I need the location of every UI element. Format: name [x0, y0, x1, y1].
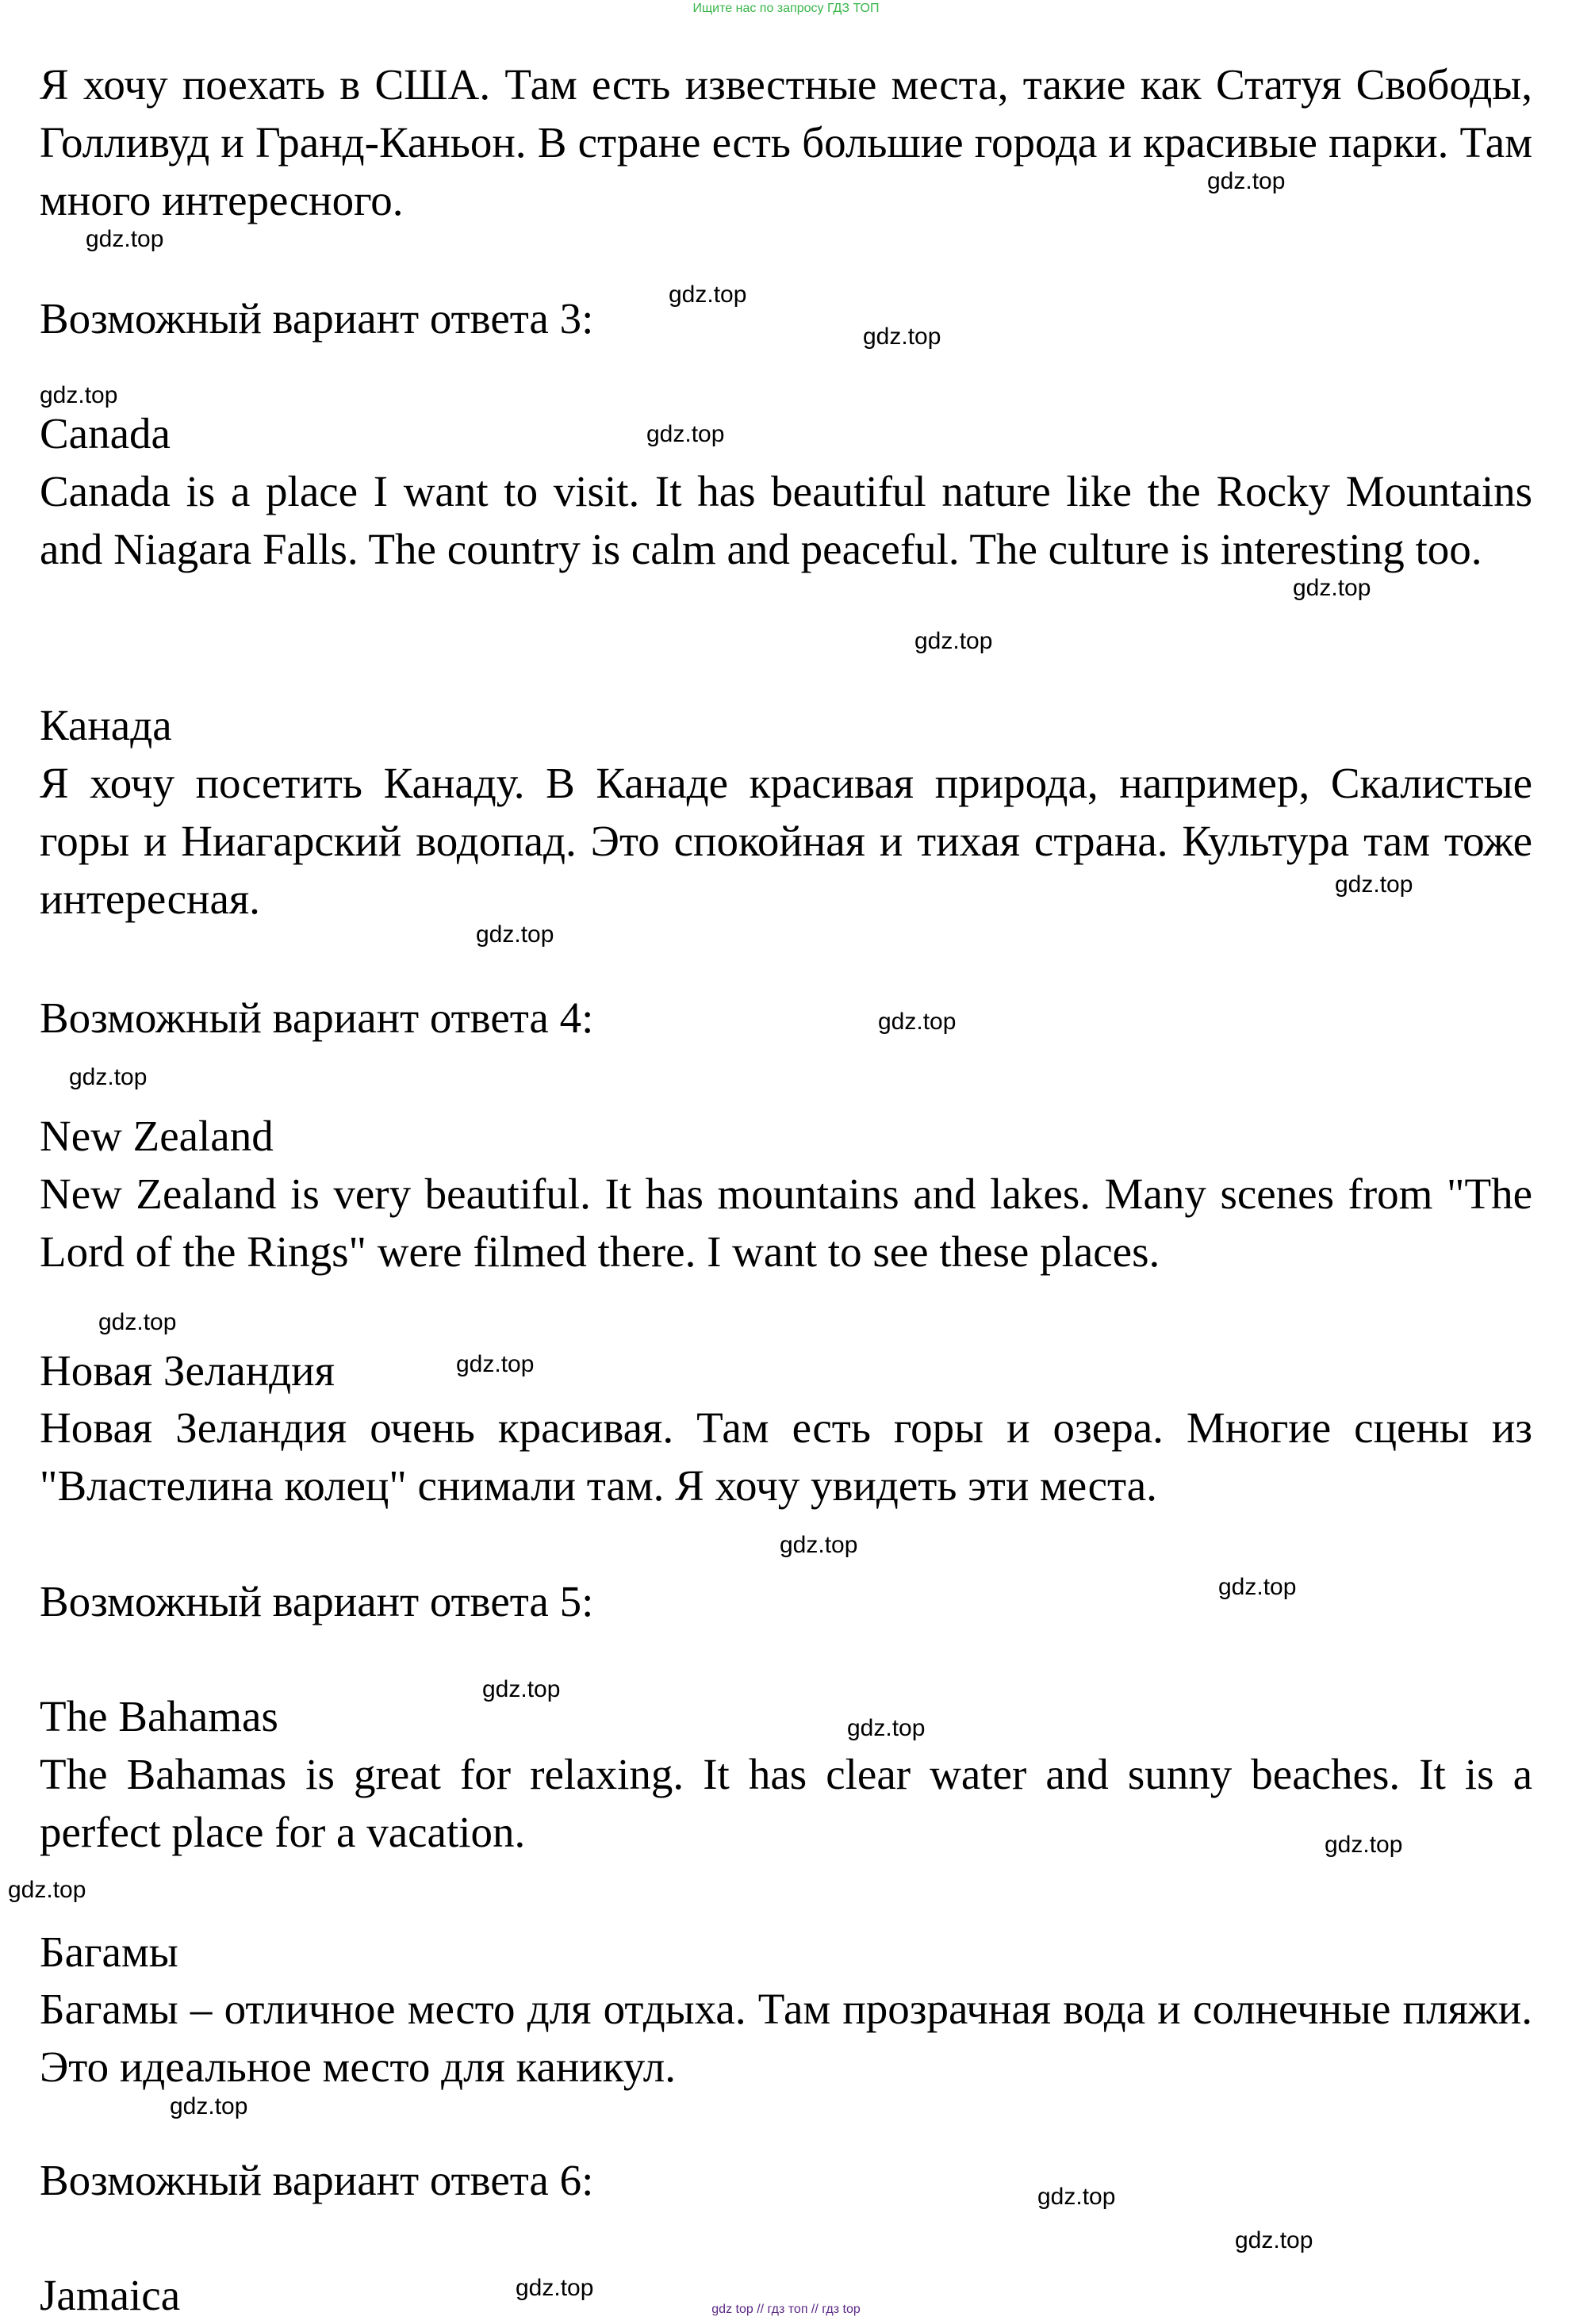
- new-zealand-english-title: New Zealand: [40, 1112, 274, 1160]
- canada-russian-text: Я хочу посетить Канаду. В Канаде красивая природа, например, Скалистые горы и Ниагарский водопад. Это спокойная и тихая страна. Культура там тоже интересная.: [40, 759, 1532, 923]
- watermark: gdz.top: [40, 382, 118, 408]
- top-banner: Ищите нас по запросу ГДЗ ТОП: [692, 2, 880, 15]
- bahamas-english-title: The Bahamas: [40, 1692, 278, 1740]
- bottom-banner: gdz top // гдз топ // гдз top: [711, 2303, 861, 2316]
- watermark: gdz.top: [1335, 871, 1413, 898]
- watermark: gdz.top: [878, 1009, 957, 1035]
- usa-russian-text: Я хочу поехать в США. Там есть известные места, такие как Статуя Свободы, Голливуд и Гранд-Каньон. В стране есть большие города и красивые парки. Там много интересного.: [40, 60, 1532, 224]
- watermark: gdz.top: [1235, 2227, 1313, 2253]
- watermark: gdz.top: [8, 1877, 86, 1903]
- canada-russian-title: Канада: [40, 701, 172, 749]
- bahamas-russian-text: Багамы – отличное место для отдыха. Там прозрачная вода и солнечные пляжи. Это идеальное место для каникул.: [40, 1985, 1532, 2091]
- bahamas-english-text: The Bahamas is great for relaxing. It has clear water and sunny beaches. It is a perfect place for a vacation.: [40, 1750, 1532, 1856]
- canada-english-text: Canada is a place I want to visit. It has beautiful nature like the Rocky Mountains and Niagara Falls. The country is calm and peaceful. The culture is interesting too.: [40, 467, 1532, 573]
- watermark: gdz.top: [170, 2093, 248, 2119]
- watermark: gdz.top: [1325, 1832, 1403, 1858]
- watermark: gdz.top: [456, 1351, 535, 1377]
- watermark: gdz.top: [914, 628, 993, 654]
- watermark: gdz.top: [1293, 575, 1371, 601]
- watermark: gdz.top: [646, 421, 725, 447]
- watermark: gdz.top: [69, 1064, 148, 1090]
- watermark: gdz.top: [86, 226, 164, 252]
- variant-6-heading: Возможный вариант ответа 6:: [40, 2156, 594, 2204]
- new-zealand-russian-text: Новая Зеландия очень красивая. Там есть горы и озера. Многие сцены из "Властелина колец" снимали там. Я хочу увидеть эти места.: [40, 1403, 1532, 1510]
- watermark: gdz.top: [516, 2275, 594, 2301]
- watermark: gdz.top: [98, 1309, 177, 1335]
- watermark: gdz.top: [1218, 1574, 1297, 1600]
- watermark: gdz.top: [669, 281, 747, 308]
- new-zealand-english-text: New Zealand is very beautiful. It has mountains and lakes. Many scenes from "The Lord of the Rings" were filmed there. I want to see these places.: [40, 1170, 1532, 1276]
- jamaica-english-title: Jamaica: [40, 2271, 181, 2319]
- watermark: gdz.top: [476, 921, 554, 948]
- watermark: gdz.top: [1207, 168, 1286, 194]
- variant-3-heading: Возможный вариант ответа 3:: [40, 294, 594, 343]
- variant-5-heading: Возможный вариант ответа 5:: [40, 1577, 594, 1625]
- variant-4-heading: Возможный вариант ответа 4:: [40, 994, 594, 1042]
- watermark: gdz.top: [1037, 2184, 1116, 2210]
- canada-english-title: Canada: [40, 409, 171, 458]
- watermark: gdz.top: [482, 1676, 561, 1702]
- new-zealand-russian-title: Новая Зеландия: [40, 1346, 335, 1395]
- watermark: gdz.top: [863, 324, 941, 350]
- watermark: gdz.top: [847, 1715, 926, 1741]
- bahamas-russian-title: Багамы: [40, 1928, 178, 1976]
- watermark: gdz.top: [780, 1532, 858, 1558]
